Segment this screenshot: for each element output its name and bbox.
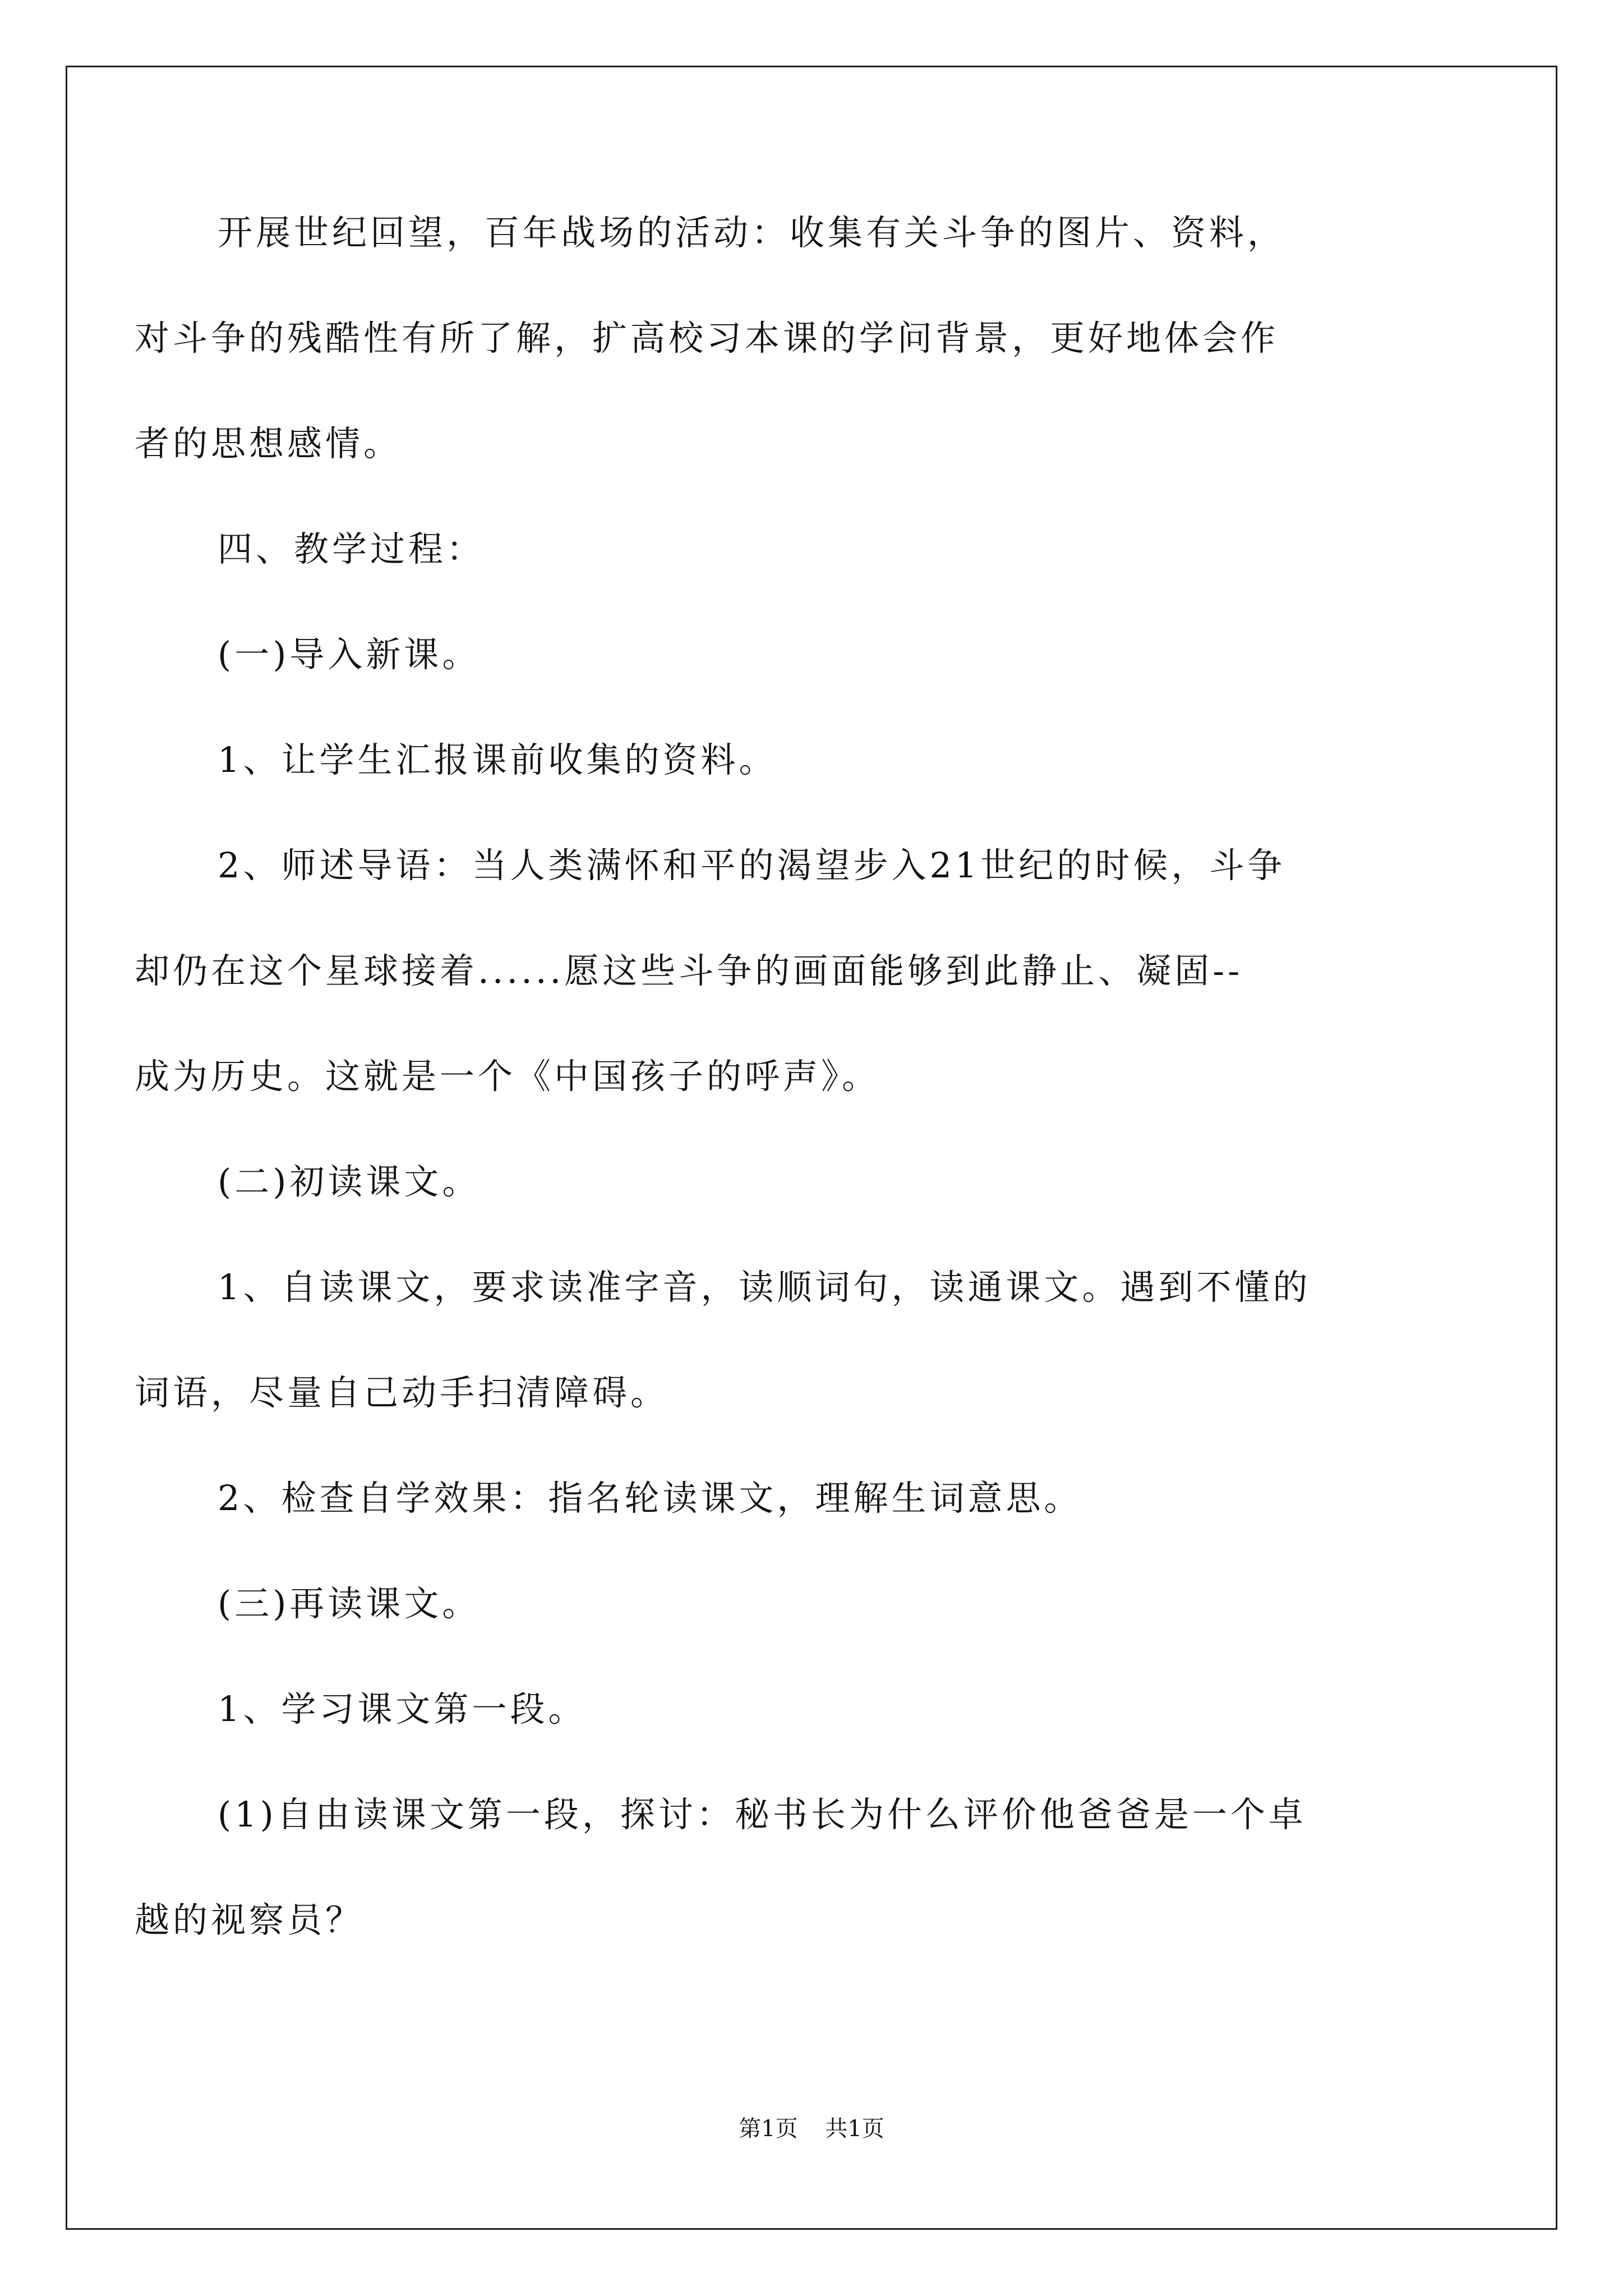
text-line: 成为历史。这就是一个《中国孩子的呼声》。 [135, 1056, 880, 1097]
page-number: 第1页 [739, 2116, 798, 2142]
text-line: 却仍在这个星球接着......愿这些斗争的画面能够到此静止、凝固-- [135, 950, 1243, 991]
text-line: 2、检查自学效果：指名轮读课文，理解生词意思。 [218, 1478, 1082, 1519]
text-line: 1、学习课文第一段。 [218, 1688, 587, 1729]
text-line: 1、自读课文，要求读准字音，读顺词句，读通课文。遇到不懂的 [218, 1267, 1311, 1308]
subsection-heading: (三)再读课文。 [218, 1583, 481, 1624]
text-line: 者的思想感情。 [135, 423, 402, 464]
text-line: (1)自由读课文第一段，探讨：秘书长为什么评价他爸爸是一个卓 [218, 1794, 1307, 1835]
page-footer [0, 2115, 1623, 2143]
subsection-heading: (二)初读课文。 [218, 1161, 481, 1202]
text-line: 对斗争的残酷性有所了解，扩高校习本课的学问背景，更好地体会作 [135, 318, 1279, 358]
text-line: 越的视察员？ [135, 1899, 364, 1940]
subsection-heading: (一)导入新课。 [218, 634, 481, 675]
text-line: 2、师述导语：当人类满怀和平的渴望步入21世纪的时候，斗争 [218, 845, 1286, 886]
text-line: 词语，尽量自己动手扫清障碍。 [135, 1372, 669, 1413]
text-line: 1、让学生汇报课前收集的资料。 [218, 739, 777, 780]
text-line: 开展世纪回望，百年战场的活动：收集有关斗争的图片、资料， [218, 212, 1286, 253]
page-total: 共1页 [825, 2116, 884, 2142]
section-heading: 四、教学过程： [218, 528, 485, 569]
